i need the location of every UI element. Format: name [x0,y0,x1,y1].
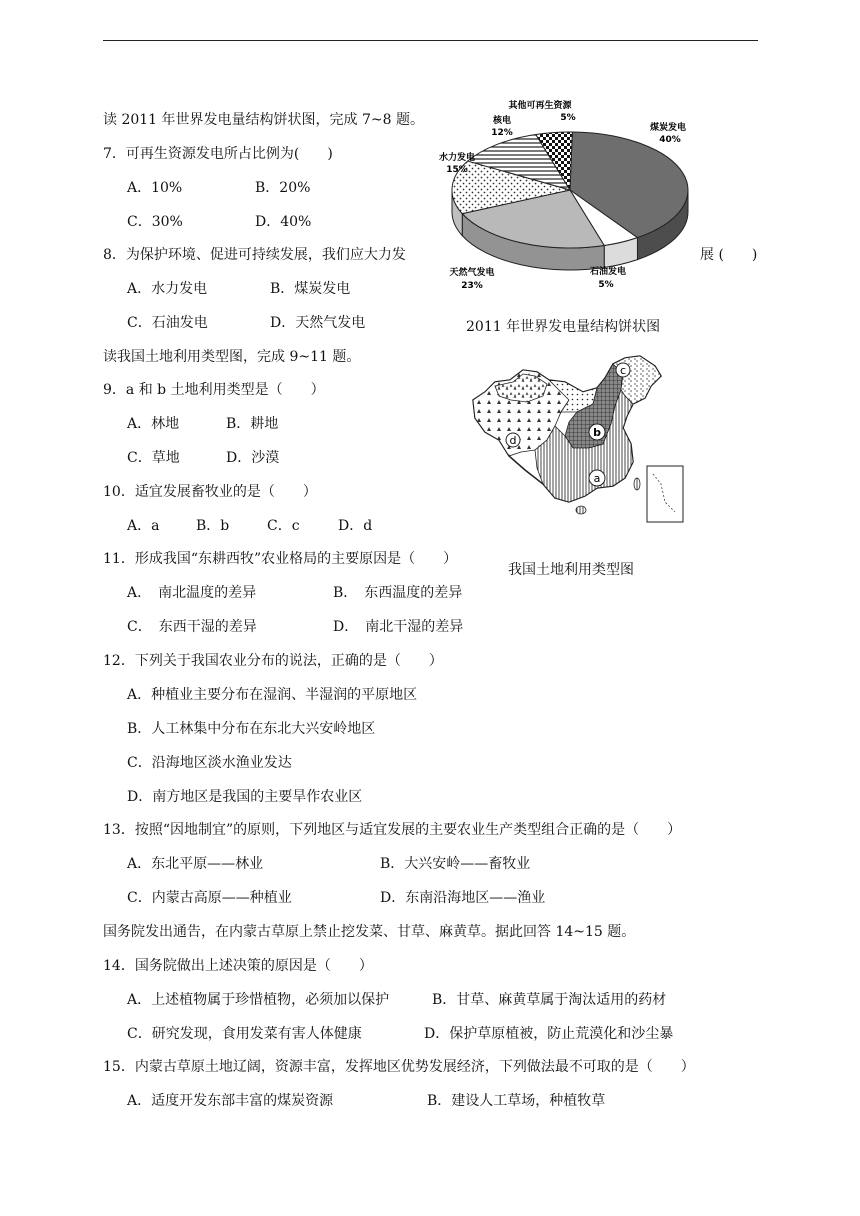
q13-option-d[interactable]: D．东南沿海地区——渔业 [380,890,546,906]
q10-option-b[interactable]: B．b [196,518,230,534]
q14-option-a[interactable]: A．上述植物属于珍惜植物，必须加以保护 [127,992,390,1008]
q11-option-a[interactable]: A． 南北温度的差异 [127,585,257,601]
q15-option-a[interactable]: A．适度开发东部丰富的煤炭资源 [127,1093,334,1109]
q13-option-c[interactable]: C．内蒙古高原——种植业 [127,890,292,906]
q11-option-d[interactable]: D． 南北干湿的差异 [333,619,464,635]
pie-caption: 2011 年世界发电量结构饼状图 [466,319,661,335]
south-sea-inset [647,466,683,522]
q14-option-d[interactable]: D．保护草原植被，防止荒漠化和沙尘暴 [424,1026,674,1042]
label-hydro-name: 水力发电 [438,153,476,163]
q10-option-c[interactable]: C．c [267,518,300,534]
map-label-c: c [619,364,627,377]
q14-option-b[interactable]: B．甘草、麻黄草属于淘汰适用的药材 [432,992,667,1008]
q7-option-c[interactable]: C．30% [127,214,183,230]
map-label-b: b [593,426,601,439]
q11-option-b[interactable]: B． 东西温度的差异 [333,585,463,601]
q10-option-d[interactable]: D．d [338,518,373,534]
q10-option-a[interactable]: A．a [127,518,160,534]
q7-option-d[interactable]: D．40% [255,214,312,230]
q11-stem: 11．形成我国“东耕西牧”农业格局的主要原因是（ ） [103,551,458,567]
q7-option-a[interactable]: A．10% [127,180,183,196]
q8-option-b[interactable]: B．煤炭发电 [270,281,351,297]
map-caption: 我国土地利用类型图 [508,562,634,578]
china-land-use-map [465,352,690,527]
q12-option-c[interactable]: C．沿海地区淡水渔业发达 [127,755,292,771]
q8-option-d[interactable]: D．天然气发电 [270,315,366,331]
q9-option-a[interactable]: A．林地 [127,416,180,432]
q14-stem: 14．国务院做出上述决策的原因是（ ） [103,958,373,974]
intro-14-15: 国务院发出通告，在内蒙古草原上禁止挖发菜、甘草、麻黄草。据此回答 14~15 题。 [103,924,636,940]
q11-option-c[interactable]: C． 东西干湿的差异 [127,619,257,635]
header-rule [103,40,758,41]
label-nuclear-pct: 12% [491,128,513,138]
q9-option-c[interactable]: C．草地 [127,450,180,466]
q12-option-a[interactable]: A．种植业主要分布在湿润、半湿润的平原地区 [127,687,418,703]
label-nuclear-name: 核电 [492,116,512,126]
q9-stem: 9．a 和 b 土地利用类型是（ ） [103,382,325,398]
q15-option-b[interactable]: B．建设人工草场，种植牧草 [427,1093,606,1109]
intro-9-11: 读我国土地利用类型图，完成 9~11 题。 [103,349,361,365]
q12-option-b[interactable]: B．人工林集中分布在东北大兴安岭地区 [127,721,376,737]
q7-option-b[interactable]: B．20% [255,180,311,196]
q8-stem: 8．为保护环境、促进可持续发展，我们应大力发 [103,247,406,263]
q13-option-a[interactable]: A．东北平原——林业 [127,856,264,872]
label-coal-pct: 40% [659,135,681,145]
q9-option-d[interactable]: D．沙漠 [226,450,280,466]
label-hydro-pct: 15% [446,165,468,175]
q7-stem: 7．可再生资源发电所占比例为( ) [103,146,333,162]
map-label-a: a [593,472,601,485]
label-other-name: 其他可再生资源 [508,101,572,111]
label-oil-pct: 5% [598,280,614,290]
label-oil-name: 石油发电 [589,267,627,277]
pie-top-face [452,132,688,248]
label-gas-pct: 23% [461,281,483,291]
label-coal-name: 煤炭发电 [649,123,687,133]
label-other-pct: 5% [560,113,576,123]
q8-stem-end: 展 ( ) [700,247,758,263]
q10-stem: 10．适宜发展畜牧业的是（ ） [103,484,317,500]
island-taiwan [634,478,640,490]
intro-7-8: 读 2011 年世界发电量结构饼状图，完成 7~8 题。 [103,112,424,128]
q12-option-d[interactable]: D．南方地区是我国的主要旱作农业区 [127,789,363,805]
label-gas-name: 天然气发电 [449,268,495,278]
q9-option-b[interactable]: B．耕地 [226,416,279,432]
map-label-d: d [509,434,517,447]
q15-stem: 15．内蒙古草原土地辽阔，资源丰富，发挥地区优势发展经济，下列做法最不可取的是（ ） [103,1059,695,1075]
q13-option-b[interactable]: B．大兴安岭——畜牧业 [380,856,531,872]
pie-chart [420,98,720,303]
q13-stem: 13．按照“因地制宜”的原则，下列地区与适宜发展的主要农业生产类型组合正确的是（ ） [103,822,682,838]
q8-option-c[interactable]: C．石油发电 [127,315,208,331]
q14-option-c[interactable]: C．研究发现，食用发菜有害人体健康 [127,1026,362,1042]
island-hainan [576,506,586,514]
q8-option-a[interactable]: A．水力发电 [127,281,208,297]
q12-stem: 12．下列关于我国农业分布的说法，正确的是（ ） [103,653,443,669]
